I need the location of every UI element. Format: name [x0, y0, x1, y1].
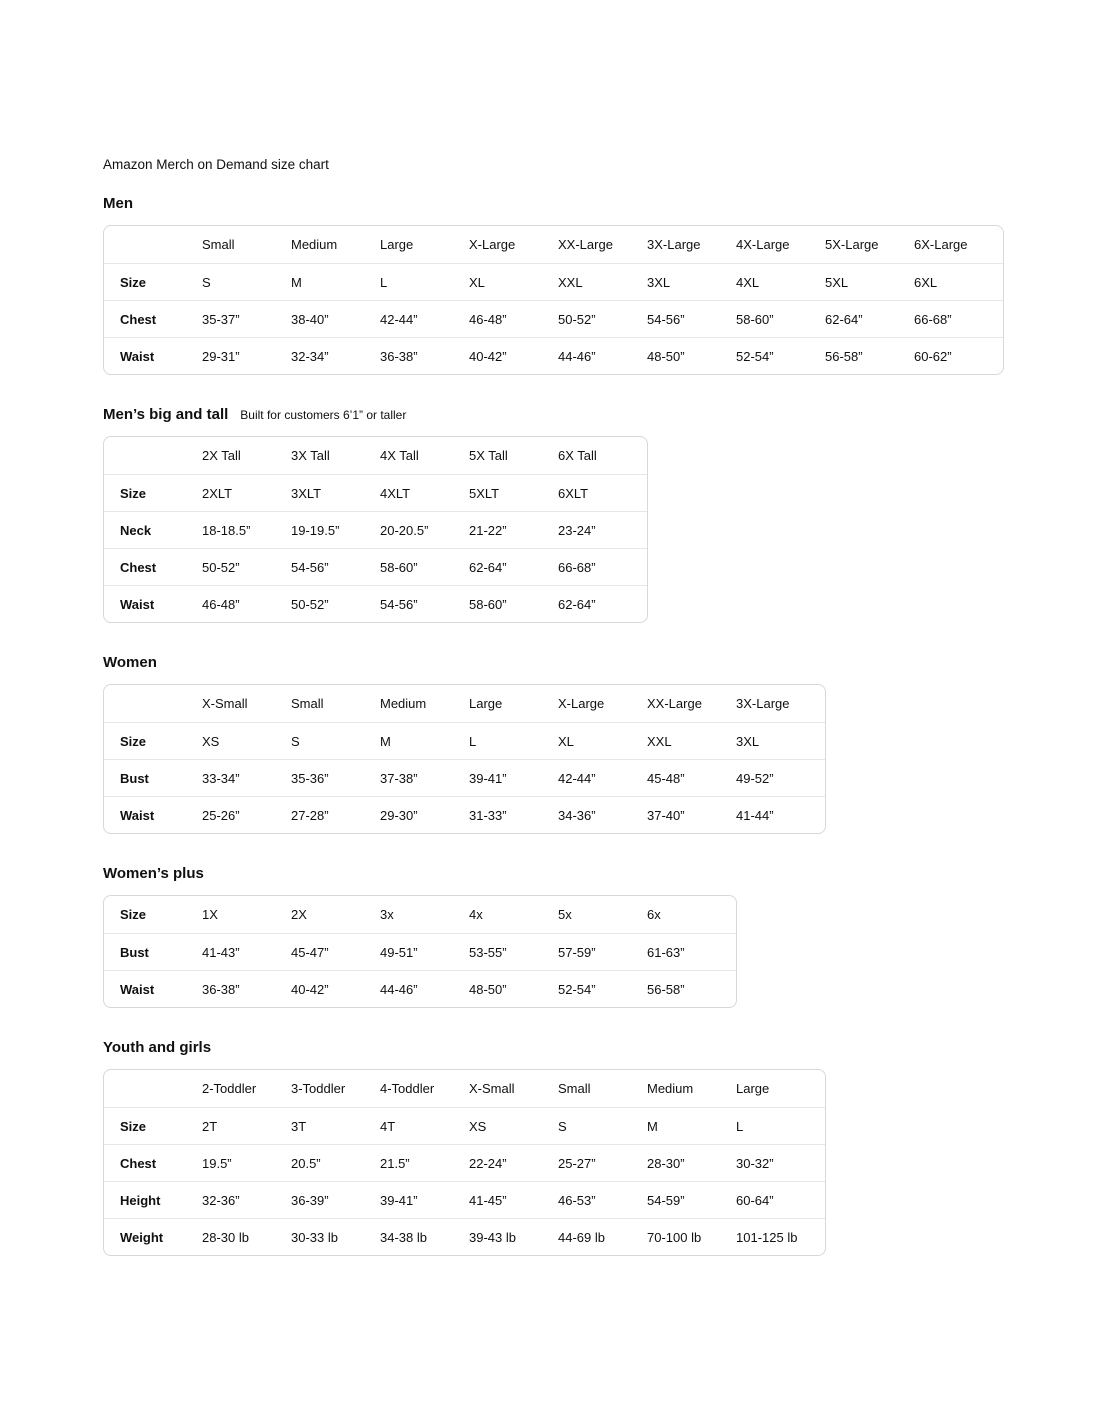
section-heading: Women’s plus — [103, 865, 204, 882]
row-label: Waist — [104, 585, 202, 622]
column-header: X-Small — [202, 696, 248, 711]
cell: 39-41” — [469, 759, 558, 796]
row-label: Waist — [104, 337, 202, 374]
cell: 6x — [647, 907, 661, 922]
cell: 5XLT — [469, 474, 558, 511]
cell: 40-42” — [469, 337, 558, 374]
cell: 20-20.5” — [380, 511, 469, 548]
cell: 58-60” — [380, 548, 469, 585]
table-row — [104, 263, 1003, 300]
column-header: XX-Large — [558, 237, 613, 252]
corner-cell — [104, 226, 202, 263]
section-heading-row — [103, 654, 1100, 671]
size-table-youth-and-girls — [103, 1069, 826, 1256]
cell: M — [291, 263, 380, 300]
cell: 28-30” — [647, 1144, 736, 1181]
section-womens-plus — [103, 865, 1100, 1008]
cell: L — [380, 263, 469, 300]
cell: 101-125 lb — [736, 1218, 825, 1255]
cell: 34-38 lb — [380, 1218, 469, 1255]
cell: 35-37” — [202, 300, 291, 337]
cell: L — [736, 1107, 825, 1144]
row-label: Chest — [104, 300, 202, 337]
cell: 50-52” — [202, 548, 291, 585]
cell: 35-36” — [291, 759, 380, 796]
cell: 37-40” — [647, 796, 736, 833]
cell: 42-44” — [558, 759, 647, 796]
cell: 36-38” — [202, 970, 291, 1007]
table-row — [104, 1181, 825, 1218]
row-label: Size — [120, 907, 147, 922]
size-table-mens-big-and-tall — [103, 436, 648, 623]
column-header: Medium — [647, 1081, 694, 1096]
cell: 29-31” — [202, 337, 291, 374]
cell: S — [291, 722, 380, 759]
column-header: 4X-Large — [736, 237, 790, 252]
cell: 22-24” — [469, 1144, 558, 1181]
cell: 21.5” — [380, 1144, 469, 1181]
cell: XS — [202, 722, 291, 759]
column-header: Small — [291, 696, 324, 711]
section-women — [103, 654, 1100, 834]
cell: 30-33 lb — [291, 1218, 380, 1255]
column-header-row — [104, 226, 1003, 263]
cell: 61-63” — [647, 933, 736, 970]
table-row — [104, 1218, 825, 1255]
row-label: Size — [104, 722, 202, 759]
column-header: X-Small — [469, 1081, 515, 1096]
column-header: 3X-Large — [736, 696, 790, 711]
corner-cell — [104, 437, 202, 474]
column-header: 4X Tall — [380, 448, 419, 463]
cell: 60-64” — [736, 1181, 825, 1218]
cell: 4x — [469, 907, 483, 922]
cell: 20.5” — [291, 1144, 380, 1181]
cell: XL — [469, 263, 558, 300]
cell: 2XLT — [202, 474, 291, 511]
column-header: Medium — [380, 696, 427, 711]
cell: 6XLT — [558, 474, 647, 511]
cell: 31-33” — [469, 796, 558, 833]
section-heading: Youth and girls — [103, 1039, 212, 1056]
row-label: Chest — [104, 1144, 202, 1181]
cell: 32-34” — [291, 337, 380, 374]
column-header: 3X-Large — [647, 237, 701, 252]
size-table-womens-plus — [103, 895, 737, 1008]
row-label: Size — [104, 263, 202, 300]
cell: XL — [558, 722, 647, 759]
table-row — [104, 1144, 825, 1181]
row-label: Bust — [104, 759, 202, 796]
cell: M — [380, 722, 469, 759]
column-header-row — [104, 1070, 825, 1107]
column-header: X-Large — [558, 696, 605, 711]
cell: 4T — [380, 1107, 469, 1144]
table-row — [104, 933, 736, 970]
cell: 44-46” — [558, 337, 647, 374]
section-heading-row — [103, 865, 1100, 882]
cell: 19-19.5” — [291, 511, 380, 548]
section-youth-and-girls — [103, 1039, 1100, 1256]
row-label: Size — [104, 474, 202, 511]
column-header-row — [104, 437, 647, 474]
cell: 62-64” — [469, 548, 558, 585]
table-row — [104, 896, 736, 933]
cell: 3T — [291, 1107, 380, 1144]
cell: 3x — [380, 907, 394, 922]
cell: 41-45” — [469, 1181, 558, 1218]
cell: 36-38” — [380, 337, 469, 374]
table-row — [104, 759, 825, 796]
table-row — [104, 337, 1003, 374]
cell: S — [202, 263, 291, 300]
row-label: Chest — [104, 548, 202, 585]
cell: 27-28” — [291, 796, 380, 833]
cell: M — [647, 1107, 736, 1144]
cell: 2X — [291, 907, 307, 922]
cell: 42-44” — [380, 300, 469, 337]
cell: 46-48” — [202, 585, 291, 622]
cell: 57-59” — [558, 933, 647, 970]
corner-cell — [104, 685, 202, 722]
column-header: Medium — [291, 237, 338, 252]
table-row — [104, 511, 647, 548]
row-label: Waist — [104, 970, 202, 1007]
cell: 54-56” — [291, 548, 380, 585]
cell: 52-54” — [736, 337, 825, 374]
row-label: Neck — [104, 511, 202, 548]
cell: 54-56” — [647, 300, 736, 337]
cell: 58-60” — [469, 585, 558, 622]
cell: XXL — [647, 722, 736, 759]
row-label: Waist — [104, 796, 202, 833]
cell: 56-58” — [825, 337, 914, 374]
cell: 4XL — [736, 263, 825, 300]
column-header: 3-Toddler — [291, 1081, 346, 1096]
cell: 39-41” — [380, 1181, 469, 1218]
section-heading-row — [103, 195, 1100, 212]
section-heading: Men — [103, 195, 133, 212]
cell: 62-64” — [558, 585, 647, 622]
corner-cell — [104, 1070, 202, 1107]
column-header: Large — [469, 696, 503, 711]
cell: 45-47” — [291, 933, 380, 970]
page-title: Amazon Merch on Demand size chart — [103, 157, 329, 172]
column-header: 5X-Large — [825, 237, 879, 252]
cell: 54-59” — [647, 1181, 736, 1218]
size-chart-sections — [103, 195, 1100, 1256]
cell: 5x — [558, 907, 572, 922]
column-header: 5X Tall — [469, 448, 508, 463]
table-row — [104, 1107, 825, 1144]
cell: 3XLT — [291, 474, 380, 511]
size-table-women — [103, 684, 826, 834]
row-label: Height — [104, 1181, 202, 1218]
cell: 52-54” — [558, 970, 647, 1007]
cell: 25-27” — [558, 1144, 647, 1181]
column-header: 4-Toddler — [380, 1081, 435, 1096]
cell: 30-32” — [736, 1144, 825, 1181]
table-row — [104, 300, 1003, 337]
cell: 46-53” — [558, 1181, 647, 1218]
cell: 44-69 lb — [558, 1218, 647, 1255]
cell: 38-40” — [291, 300, 380, 337]
cell: 34-36” — [558, 796, 647, 833]
cell: 25-26” — [202, 796, 291, 833]
column-header: 6X-Large — [914, 237, 968, 252]
cell: 4XLT — [380, 474, 469, 511]
section-heading: Men’s big and tall — [103, 406, 229, 423]
table-row — [104, 722, 825, 759]
column-header: X-Large — [469, 237, 516, 252]
table-row — [104, 548, 647, 585]
cell: 49-52” — [736, 759, 825, 796]
table-row — [104, 796, 825, 833]
cell: 29-30” — [380, 796, 469, 833]
section-heading-row — [103, 406, 1100, 423]
cell: 41-43” — [202, 933, 291, 970]
cell: 21-22” — [469, 511, 558, 548]
cell: 49-51” — [380, 933, 469, 970]
section-men — [103, 195, 1100, 375]
cell: 54-56” — [380, 585, 469, 622]
section-subtitle: Built for customers 6’1” or taller — [240, 408, 407, 422]
section-heading-row — [103, 1039, 1100, 1056]
cell: 1X — [202, 907, 218, 922]
cell: 60-62” — [914, 337, 1003, 374]
cell: 18-18.5” — [202, 511, 291, 548]
cell: 23-24” — [558, 511, 647, 548]
column-header: Large — [380, 237, 414, 252]
cell: 40-42” — [291, 970, 380, 1007]
column-header: Small — [558, 1081, 591, 1096]
cell: 3XL — [647, 263, 736, 300]
column-header: 6X Tall — [558, 448, 597, 463]
cell: 56-58” — [647, 970, 736, 1007]
table-row — [104, 585, 647, 622]
column-header: 3X Tall — [291, 448, 330, 463]
cell: 28-30 lb — [202, 1218, 291, 1255]
cell: 50-52” — [558, 300, 647, 337]
cell: 41-44” — [736, 796, 825, 833]
section-heading: Women — [103, 654, 157, 671]
column-header: 2-Toddler — [202, 1081, 257, 1096]
cell: XXL — [558, 263, 647, 300]
cell: S — [558, 1107, 647, 1144]
cell: 19.5” — [202, 1144, 291, 1181]
size-table-men — [103, 225, 1004, 375]
row-label: Weight — [104, 1218, 202, 1255]
cell: 48-50” — [647, 337, 736, 374]
cell: 53-55” — [469, 933, 558, 970]
cell: 2T — [202, 1107, 291, 1144]
cell: 3XL — [736, 722, 825, 759]
table-row — [104, 474, 647, 511]
cell: 33-34” — [202, 759, 291, 796]
section-mens-big-and-tall — [103, 406, 1100, 623]
cell: 50-52” — [291, 585, 380, 622]
cell: 62-64” — [825, 300, 914, 337]
cell: 39-43 lb — [469, 1218, 558, 1255]
cell: XS — [469, 1107, 558, 1144]
cell: 37-38” — [380, 759, 469, 796]
column-header-row — [104, 685, 825, 722]
cell: 5XL — [825, 263, 914, 300]
column-header: Small — [202, 237, 235, 252]
cell: 58-60” — [736, 300, 825, 337]
column-header: Large — [736, 1081, 770, 1096]
column-header: 2X Tall — [202, 448, 241, 463]
cell: 44-46” — [380, 970, 469, 1007]
cell: 66-68” — [558, 548, 647, 585]
cell: 70-100 lb — [647, 1218, 736, 1255]
column-header: XX-Large — [647, 696, 702, 711]
cell: 45-48” — [647, 759, 736, 796]
cell: 48-50” — [469, 970, 558, 1007]
cell: 36-39” — [291, 1181, 380, 1218]
cell: L — [469, 722, 558, 759]
cell: 46-48” — [469, 300, 558, 337]
row-label: Bust — [104, 933, 202, 970]
table-row — [104, 970, 736, 1007]
row-label: Size — [104, 1107, 202, 1144]
cell: 32-36” — [202, 1181, 291, 1218]
cell: 6XL — [914, 263, 1003, 300]
cell: 66-68” — [914, 300, 1003, 337]
